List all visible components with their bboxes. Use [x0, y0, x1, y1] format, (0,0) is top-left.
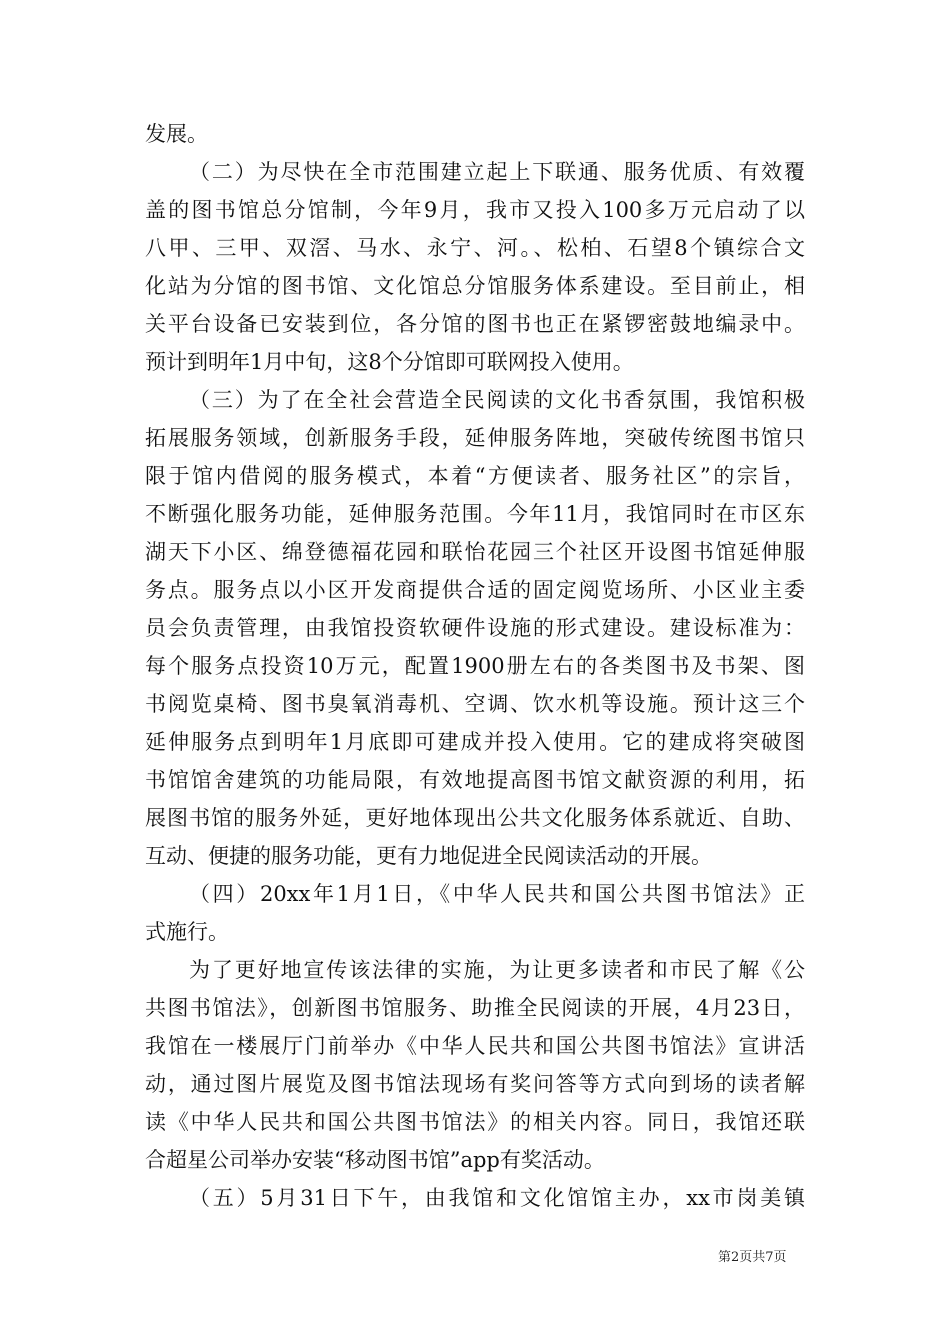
text-line: （三）为了在全社会营造全民阅读的文化书香氛围，我馆积极: [189, 388, 805, 412]
text-line: 式施行。: [145, 920, 229, 944]
text-line: （四）20xx年1月1日，《中华人民共和国公共图书馆法》正: [189, 882, 805, 906]
text-line: 拓展服务领域，创新服务手段，延伸服务阵地，突破传统图书馆只: [145, 426, 805, 450]
text-line: 务点。服务点以小区开发商提供合适的固定阅览场所、小区业主委: [145, 578, 805, 602]
text-line: 书馆馆舍建筑的功能局限，有效地提高图书馆文献资源的利用，拓: [145, 768, 805, 792]
text-line: 关平台设备已安装到位，各分馆的图书也正在紧锣密鼓地编录中。: [145, 312, 805, 336]
text-line: 化站为分馆的图书馆、文化馆总分馆服务体系建设。至目前止，相: [145, 274, 805, 298]
body-text: [145, 115, 805, 1217]
text-line: 限于馆内借阅的服务模式，本着“方便读者、服务社区”的宗旨，: [145, 464, 805, 488]
text-line: 湖天下小区、绵登德福花园和联怡花园三个社区开设图书馆延伸服: [145, 540, 805, 564]
text-line: 每个服务点投资10万元，配置1900册左右的各类图书及书架、图: [145, 654, 805, 678]
page-number: 第2页共7页: [718, 1250, 787, 1265]
text-line: 盖的图书馆总分馆制，今年9月，我市又投入100多万元启动了以: [145, 198, 805, 222]
text-line: 为了更好地宣传该法律的实施，为让更多读者和市民了解《公: [189, 958, 805, 982]
text-line: 动，通过图片展览及图书馆法现场有奖问答等方式向到场的读者解: [145, 1072, 805, 1096]
text-line: 延伸服务点到明年1月底即可建成并投入使用。它的建成将突破图: [145, 730, 805, 754]
text-line: 预计到明年1月中旬，这8个分馆即可联网投入使用。: [145, 350, 634, 374]
text-line: （五）5月31日下午，由我馆和文化馆馆主办，xx市岗美镇: [189, 1186, 805, 1210]
text-line: （二）为尽快在全市范围建立起上下联通、服务优质、有效覆: [189, 160, 805, 184]
text-line: 读《中华人民共和国公共图书馆法》的相关内容。同日，我馆还联: [145, 1110, 805, 1134]
text-line: 展图书馆的服务外延，更好地体现出公共文化服务体系就近、自助、: [145, 806, 805, 830]
text-line: 合超星公司举办安装“移动图书馆”app有奖活动。: [145, 1148, 605, 1172]
text-line: 员会负责管理，由我馆投资软硬件设施的形式建设。建设标准为：: [145, 616, 805, 640]
text-line: 我馆在一楼展厅门前举办《中华人民共和国公共图书馆法》宣讲活: [145, 1034, 805, 1058]
text-line: 书阅览桌椅、图书臭氧消毒机、空调、饮水机等设施。预计这三个: [145, 692, 805, 716]
text-line: 互动、便捷的服务功能，更有力地促进全民阅读活动的开展。: [145, 844, 712, 868]
text-line: 发展。: [145, 122, 208, 146]
text-line: 八甲、三甲、双滘、马水、永宁、河。、松柏、石望8个镇综合文: [145, 236, 805, 260]
text-line: 不断强化服务功能，延伸服务范围。今年11月，我馆同时在市区东: [145, 502, 805, 526]
text-line: 共图书馆法》，创新图书馆服务、助推全民阅读的开展，4月23日，: [145, 996, 805, 1020]
